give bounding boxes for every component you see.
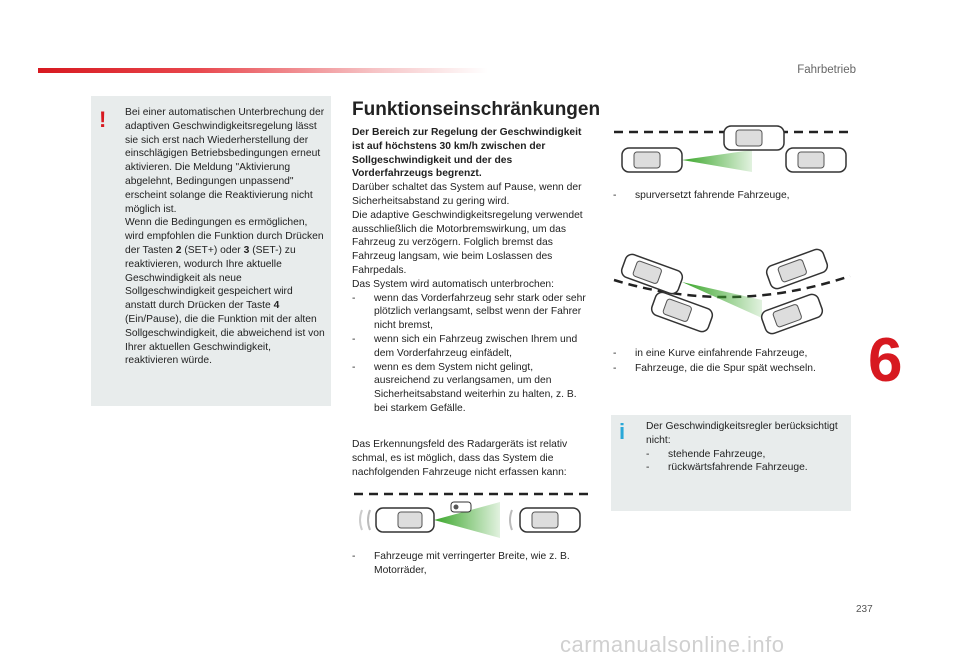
list-item: - stehende Fahrzeuge, xyxy=(646,448,766,460)
list-item: - Fahrzeuge mit verringerter Breite, wie z. B. Motorräder, xyxy=(352,550,592,578)
list-item: - wenn sich ein Fahrzeug zwischen Ihrem und dem Vorderfahrzeug einfädelt, xyxy=(352,333,578,359)
car-ahead-icon xyxy=(786,148,846,172)
page-title: Funktionseinschränkungen xyxy=(352,99,601,120)
car-front-icon xyxy=(510,508,580,532)
list-item: - wenn das Vorderfahrzeug sehr stark oder sehr plötzlich verlangsamt, selbst wenn der Fahrer nicht bremst, xyxy=(352,292,586,332)
car-own-icon xyxy=(622,148,682,172)
section-title: Fahrbetrieb xyxy=(797,64,856,76)
car-offset-icon xyxy=(724,126,784,150)
info-intro: Der Geschwindigkeitsregler berücksichtigt nicht: xyxy=(646,421,838,446)
lead-paragraph: Der Bereich zur Regelung der Geschwindigkeit ist auf höchstens 30 km/h zwischen der Sollgeschwindigkeit und der des Vorderfahrzeugs begrenzt. xyxy=(352,127,582,180)
list-item: - spurversetzt fahrende Fahrzeuge, xyxy=(613,190,790,201)
paragraph-2: Die adaptive Geschwindigkeitsregelung verwendet ausschließlich die Motorbremswirkung, um das Fahrzeug zu verzögern. Folglich bremst das Fahrzeug langsam, wie beim Loslassen des Fahrpedals. xyxy=(352,209,583,276)
chapter-number: 6 xyxy=(868,326,903,395)
car-curve-icon xyxy=(765,247,830,290)
radar-paragraph: Das Erkennungsfeld des Radargeräts ist relativ schmal, es ist möglich, dass das System die nachfolgenden Fahrzeuge nicht erfassen kann: xyxy=(352,439,568,478)
key-4: 4 xyxy=(273,300,280,312)
warning-paragraph-1: Bei einer automatischen Unterbrechung der adaptiven Geschwindigkeitsregelung lässt sie sich erst nach Wiederherstellung der einschlägigen Betriebsbedingungen erneut aktivieren. Die Meldung "Aktivierung abgelehnt, Bedingungen unpassend" erscheint solange die Reaktivierung nicht möglich ist. xyxy=(125,107,325,215)
car-rear-icon xyxy=(360,508,434,532)
car-lane-change-icon xyxy=(760,292,825,335)
header-accent-bar xyxy=(38,68,488,73)
exclamation-icon: ! xyxy=(99,107,107,132)
list-item: - Fahrzeuge, die die Spur spät wechseln. xyxy=(613,362,816,374)
info-text xyxy=(646,420,846,475)
motorcycle-illustration xyxy=(352,488,592,540)
curve-list xyxy=(613,347,853,376)
paragraph-3: Das System wird automatisch unterbrochen: xyxy=(352,278,555,290)
list-item: - in eine Kurve einfahrende Fahrzeuge, xyxy=(613,348,808,359)
watermark: carmanualsonline.info xyxy=(560,632,785,657)
info-icon: i xyxy=(619,419,626,444)
motorcycle-icon xyxy=(451,502,471,512)
car-own-icon xyxy=(620,252,685,295)
motorcycle-caption: Fahrzeuge mit verringerter Breite, wie z. B. Motorräder, xyxy=(374,551,570,576)
radar-beam xyxy=(682,150,752,172)
page-number: 237 xyxy=(856,604,873,615)
list-item: - rückwärtsfahrende Fahrzeuge. xyxy=(646,462,808,474)
main-text xyxy=(352,126,592,416)
paragraph-1: Darüber schaltet das System auf Pause, wenn der Sicherheitsabstand zu gering wird. xyxy=(352,182,582,207)
curve-vehicles-illustration xyxy=(612,244,852,342)
key-2: 2 xyxy=(175,244,182,256)
warning-text: Bei einer automatischen Unterbrechung der adaptiven Geschwindigkeitsregelung lässt sie sich erst nach Wiederherstellung der einschlägigen Betriebsbedingungen erneut aktivieren. Die Meldung "Aktivierung abgelehnt, Bedingungen unpassend" erscheint solange die Reaktivierung nicht möglich ist. Wenn die Bedingungen es ermöglichen, wird empfohlen die Funktion durch Drücken der Tasten 2 (SET+) oder 3 (SET-) zu reaktivieren, wodurch Ihre aktuelle Geschwindigkeit als neue Sollgeschwindigkeit gespeichert wird anstatt durch Drücken der Taste 4 (Ein/Pause), die die Funktion mit der alten Sollgeschwindigkeit, die abweichend ist von Ihrer aktuellen Geschwindigkeit, reaktivieren würde. xyxy=(125,107,325,367)
offset-vehicles-illustration xyxy=(612,122,852,180)
list-item: - wenn es dem System nicht gelingt, ausreichend zu verlangsamen, um den Sicherheitsabstand weiterhin zu halten, z. B. bei starkem Gefälle. xyxy=(352,361,577,414)
key-3: 3 xyxy=(243,244,250,256)
offset-caption: spurversetzt fahrende Fahrzeuge, xyxy=(635,190,790,201)
